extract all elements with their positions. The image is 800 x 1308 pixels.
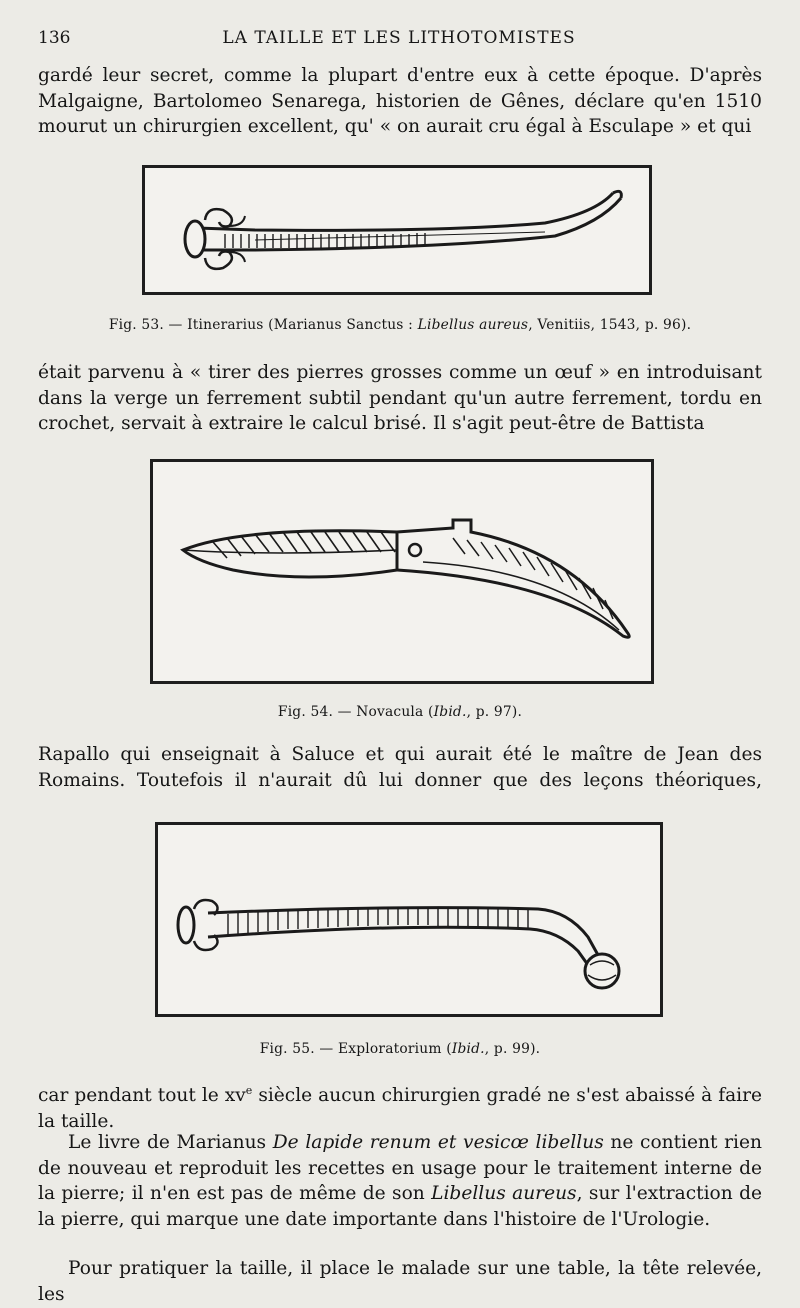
itinerarius-illustration bbox=[145, 168, 649, 292]
novacula-illustration bbox=[153, 462, 651, 681]
figure-55-exploratorium bbox=[155, 822, 663, 1017]
paragraph-3: Rapallo qui enseignait à Saluce et qui aurait été le maître de Jean des Romains. Toutefois il n'aurait dû lui donner que des leçons théoriques, bbox=[38, 744, 762, 791]
paragraph-1: gardé leur secret, comme la plupart d'entre eux à cette époque. D'après Malgaigne, Bartolomeo Senarega, historien de Gênes, déclare qu'en 1510 mourut un chirurgien excellent, qu' « on aurait cru égal à Esculape » et qui bbox=[38, 65, 762, 137]
figure-55-caption: Fig. 55. — Exploratorium (Ibid., p. 99). bbox=[259, 1041, 541, 1057]
exploratorium-illustration bbox=[158, 825, 660, 1014]
figure-54-caption: Fig. 54. — Novacula (Ibid., p. 97). bbox=[277, 704, 523, 720]
figure-54-novacula bbox=[150, 459, 654, 684]
figure-53-itinerarius bbox=[142, 165, 652, 295]
paragraph-6: Pour pratiquer la taille, il place le malade sur une table, la tête relevée, les bbox=[38, 1258, 762, 1305]
paragraph-2: était parvenu à « tirer des pierres grosses comme un œuf » en introduisant dans la verge un ferrement subtil pendant qu'un autre ferrement, tordu en crochet, servait à extraire le calcul brisé. Il s'agit peut-être de Battista bbox=[38, 362, 762, 434]
page-header bbox=[38, 28, 760, 52]
paragraph-4: car pendant tout le $xv^e$ siècle aucun chirurgien gradé ne s'est abaissé à faire la taille. bbox=[38, 1084, 763, 1132]
paragraph-5: Le livre de Marianus De lapide renum et vesicœ libellus ne contient rien de nouveau et reproduit les recettes en usage pour le traitement interne de la pierre; il n'en est pas de même de son Libellus aureus, sur l'extraction de la pierre, qui marque une date importante dans l'histoire de l'Urologie. bbox=[38, 1132, 762, 1230]
figure-53-caption: Fig. 53. — Itinerarius (Marianus Sanctus : Libellus aureus, Venitiis, 1543, p. 96). bbox=[108, 317, 692, 333]
running-title: LA TAILLE ET LES LITHOTOMISTES bbox=[222, 28, 576, 48]
page-number: 136 bbox=[38, 28, 71, 48]
